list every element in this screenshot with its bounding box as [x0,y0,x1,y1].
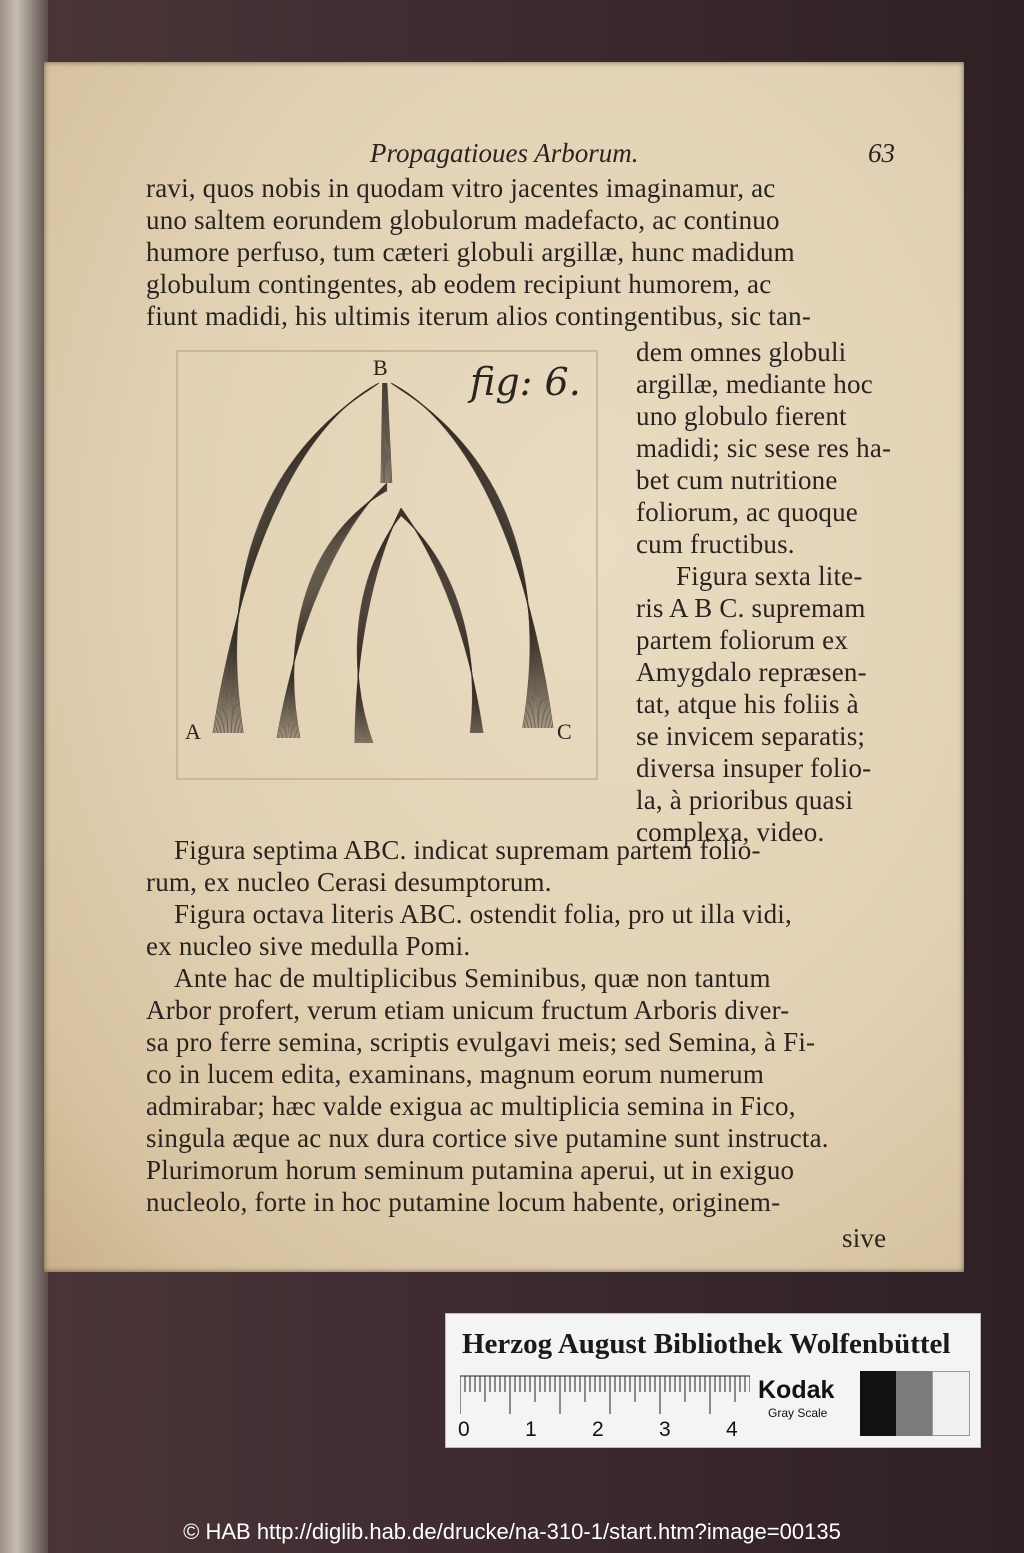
gray-scale-label: Gray Scale [768,1406,828,1420]
figure-letter-b: B [373,355,388,380]
kodak-brand: Kodak [758,1376,835,1404]
figure-letter-a: A [185,719,201,744]
swatch-black [860,1371,896,1436]
text-line: complexa, video. [636,817,825,847]
text-line: rum, ex nucleo Cerasi desumptorum. [146,867,552,897]
text-line: cum fructibus. [636,529,795,559]
text-line: ex nucleo sive medulla Pomi. [146,931,471,961]
text-line: singula æque ac nux dura cortice sive putamine sunt instructa. [146,1123,829,1153]
color-scale-card [445,1313,981,1448]
ruler-number: 0 [458,1418,470,1441]
text-line: Amygdalo repræsen- [636,657,867,687]
text-line: ravi, quos nobis in quodam vitro jacentes imaginamur, ac [146,173,776,203]
text-line: diversa insuper folio- [636,753,872,783]
text-line: uno globulo fierent [636,401,847,431]
text-line: humore perfuso, tum cæteri globuli argillæ, hunc madidum [146,237,795,267]
text-line: Figura sexta lite- [676,561,863,591]
ruler-number: 4 [726,1418,738,1441]
text-line: foliorum, ac quoque [636,497,858,527]
text-line: Figura octava literis ABC. ostendit folia, pro ut illa vidi, [174,899,792,929]
text-line: Ante hac de multiplicibus Seminibus, quæ non tantum [174,963,771,993]
text-line: Arbor profert, verum etiam unicum fructum Arboris diver- [146,995,790,1025]
book-spine [0,0,48,1553]
text-line: madidi; sic sese res ha- [636,433,892,463]
ruler-number: 2 [592,1418,604,1441]
text-line: Plurimorum horum seminum putamina aperui, ut in exiguo [146,1155,795,1185]
library-name: Herzog August Bibliothek Wolfenbüttel [462,1328,951,1360]
text-line: Figura septima ABC. indicat supremam partem folio- [174,835,761,865]
figure-label: fig: 6. [470,360,581,404]
swatch-white [932,1371,970,1436]
text-line: ris A B C. supremam [636,593,866,623]
ruler-scale [460,1374,750,1414]
text-line: tat, atque his foliis à [636,689,859,719]
text-line: nucleolo, forte in hoc putamine locum habente, originem- [146,1187,781,1217]
text-line: argillæ, mediante hoc [636,369,873,399]
leaf-engraving-svg [165,343,605,783]
text-line: partem foliorum ex [636,625,849,655]
text-line: la, à prioribus quasi [636,785,854,815]
page-number: 63 [868,138,895,168]
text-line: admirabar; hæc valde exigua ac multiplicia semina in Fico, [146,1091,796,1121]
text-line: dem omnes globuli [636,337,847,367]
text-line: fiunt madidi, his ultimis iterum alios contingentibus, sic tan- [146,301,812,331]
figure-letter-c: C [557,719,572,744]
text-line: bet cum nutritione [636,465,838,495]
gray-swatches [860,1371,970,1436]
text-line: sa pro ferre semina, scriptis evulgavi meis; sed Semina, à Fi- [146,1027,816,1057]
text-line: se invicem separatis; [636,721,866,751]
copyright-footer: © HAB http://diglib.hab.de/drucke/na-310-1/start.htm?image=00135 [183,1519,841,1544]
text-line: co in lucem edita, examinans, magnum eorum numerum [146,1059,765,1089]
text-line: uno saltem eorundem globulorum madefacto, ac continuo [146,205,780,235]
swatch-gray [896,1371,932,1436]
catchword: sive [842,1223,887,1253]
figure-6-engraving [165,343,605,783]
text-line: globulum contingentes, ab eodem recipiunt humorem, ac [146,269,772,299]
ruler-number: 3 [659,1418,671,1441]
ruler-number: 1 [525,1418,537,1441]
running-head: Propagatioues Arborum. [370,138,639,168]
